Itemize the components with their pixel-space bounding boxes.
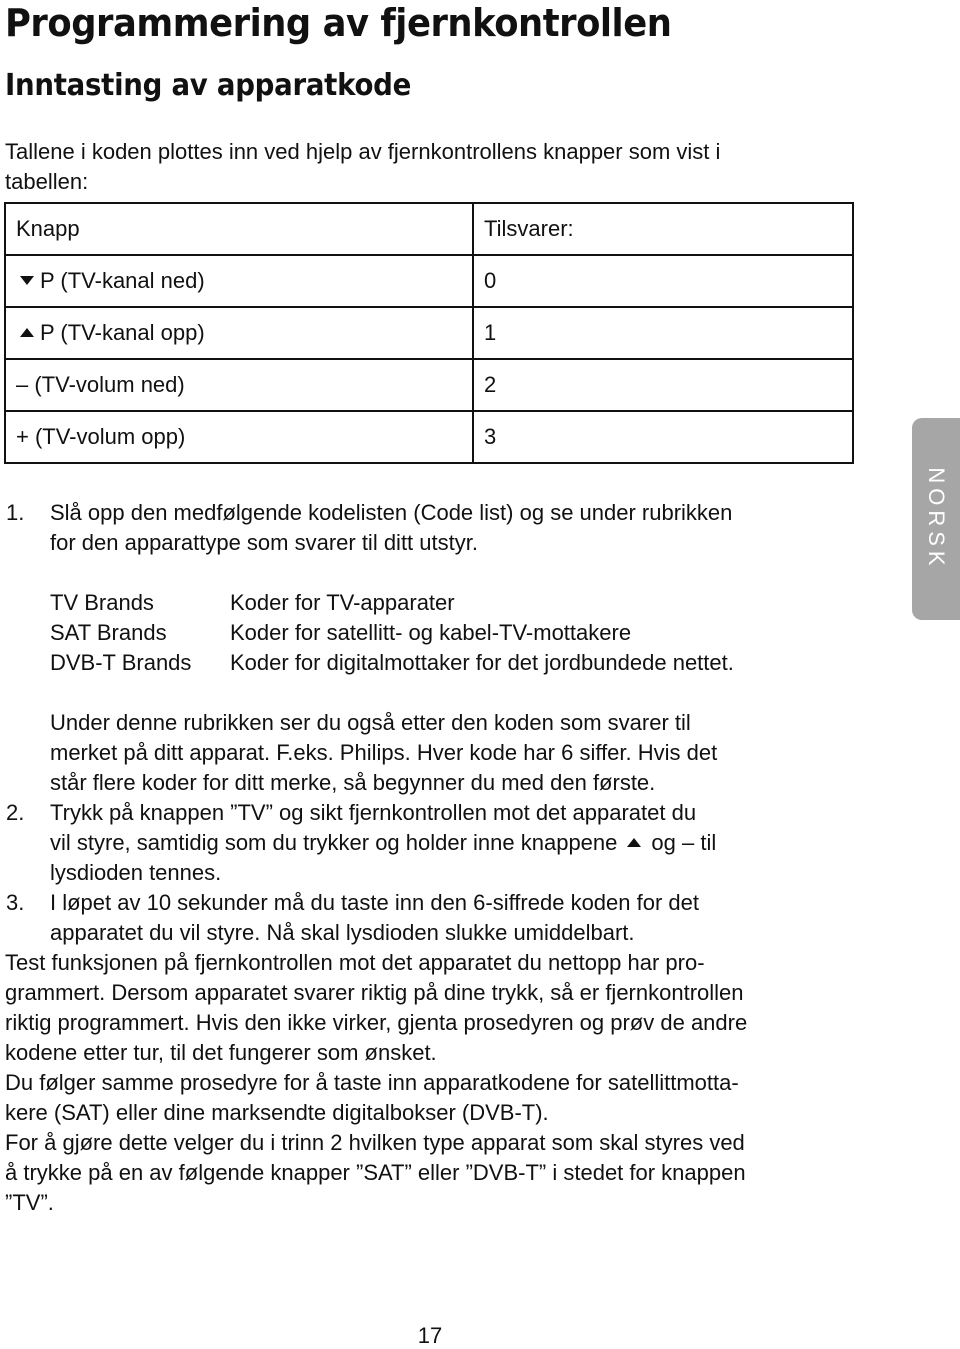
under-line: står flere koder for ditt merke, så begynner du med den første. <box>50 770 656 795</box>
table-header-cell: Knapp <box>5 203 473 255</box>
paragraph-line: riktig programmert. Hvis den ikke virker, gjenta prosedyren og prøv de andre <box>5 1010 748 1035</box>
brand-row <box>0 648 900 678</box>
step-2-text <box>50 798 716 888</box>
table-cell-text: P (TV-kanal ned) <box>40 268 205 293</box>
step-2-line: Trykk på knappen ”TV” og sikt fjernkontrollen mot det apparatet du <box>50 800 697 825</box>
sat-paragraph <box>5 1068 739 1128</box>
paragraph-line: ”TV”. <box>5 1190 54 1215</box>
button-code-table <box>4 202 854 464</box>
step-2-line-part: og – til <box>651 830 717 855</box>
table-header-cell: Tilsvarer: <box>473 203 853 255</box>
test-paragraph <box>5 948 747 1068</box>
table-cell-button <box>5 359 473 411</box>
choose-paragraph <box>5 1128 746 1218</box>
table-cell-text: – (TV-volum ned) <box>16 372 185 397</box>
brand-name: TV Brands <box>50 590 154 615</box>
table-cell-value: 2 <box>473 359 853 411</box>
step-1-text <box>50 498 732 558</box>
brand-name: DVB-T Brands <box>50 650 192 675</box>
table-row <box>5 411 853 463</box>
step-3-text <box>50 888 699 948</box>
brand-description: Koder for digitalmottaker for det jordbundede nettet. <box>230 650 734 675</box>
step-2-number: 2. <box>6 800 25 825</box>
table-cell-button <box>5 411 473 463</box>
paragraph-line: Test funksjonen på fjernkontrollen mot det apparatet du nettopp har pro- <box>5 950 705 975</box>
step-1-number: 1. <box>6 500 25 525</box>
brand-description: Koder for satellitt- og kabel-TV-mottakere <box>230 620 632 645</box>
paragraph-line: kodene etter tur, til det fungerer som ønsket. <box>5 1040 437 1065</box>
table-cell-button <box>5 255 473 307</box>
table-row <box>5 307 853 359</box>
brand-description: Koder for TV-apparater <box>230 590 455 615</box>
step-2-line <box>50 828 716 858</box>
intro-line: tabellen: <box>5 169 89 194</box>
step-3-number: 3. <box>6 890 25 915</box>
step-1-line: Slå opp den medfølgende kodelisten (Code list) og se under rubrikken <box>50 500 733 525</box>
brand-name: SAT Brands <box>50 620 167 645</box>
paragraph-line: å trykke på en av følgende knapper ”SAT” eller ”DVB-T” i stedet for knappen <box>5 1160 746 1185</box>
brand-row <box>0 618 900 648</box>
intro-paragraph <box>5 137 720 197</box>
intro-line: Tallene i koden plottes inn ved hjelp av fjernkontrollens knapper som vist i <box>5 139 721 164</box>
step-2-line-part: vil styre, samtidig som du trykker og holder inne knappene <box>50 830 618 855</box>
table-row <box>5 359 853 411</box>
step-1-line: for den apparattype som svarer til ditt utstyr. <box>50 530 478 555</box>
language-tab-label: NORSK <box>924 467 949 571</box>
brand-row <box>0 588 900 618</box>
table-header-row <box>5 203 853 255</box>
table-cell-button <box>5 307 473 359</box>
table-row <box>5 255 853 307</box>
section-subtitle: Inntasting av apparatkode <box>5 68 412 103</box>
arrow-up-icon <box>20 328 34 337</box>
under-line: Under denne rubrikken ser du også etter den koden som svarer til <box>50 710 691 735</box>
page-title: Programmering av fjernkontrollen <box>5 1 672 45</box>
table-cell-text: P (TV-kanal opp) <box>40 320 205 345</box>
paragraph-line: grammert. Dersom apparatet svarer riktig på dine trykk, så er fjernkontrollen <box>5 980 744 1005</box>
step-2-line: lysdioden tennes. <box>50 860 222 885</box>
table-cell-value: 1 <box>473 307 853 359</box>
under-paragraph <box>50 708 717 798</box>
under-line: merket på ditt apparat. F.eks. Philips. Hver kode har 6 siffer. Hvis det <box>50 740 718 765</box>
table-cell-value: 0 <box>473 255 853 307</box>
arrow-down-icon <box>20 276 34 285</box>
brands-list <box>0 588 900 678</box>
table-cell-text: + (TV-volum opp) <box>16 424 186 449</box>
paragraph-line: kere (SAT) eller dine marksendte digitalbokser (DVB-T). <box>5 1100 549 1125</box>
step-3-line: I løpet av 10 sekunder må du taste inn den 6-siffrede koden for det <box>50 890 699 915</box>
paragraph-line: For å gjøre dette velger du i trinn 2 hvilken type apparat som skal styres ved <box>5 1130 745 1155</box>
page-number: 17 <box>417 1323 443 1348</box>
language-side-tab <box>912 418 960 620</box>
arrow-up-icon <box>627 838 641 847</box>
step-3-line: apparatet du vil styre. Nå skal lysdioden slukke umiddelbart. <box>50 920 635 945</box>
table-cell-value: 3 <box>473 411 853 463</box>
paragraph-line: Du følger samme prosedyre for å taste inn apparatkodene for satellittmotta- <box>5 1070 739 1095</box>
